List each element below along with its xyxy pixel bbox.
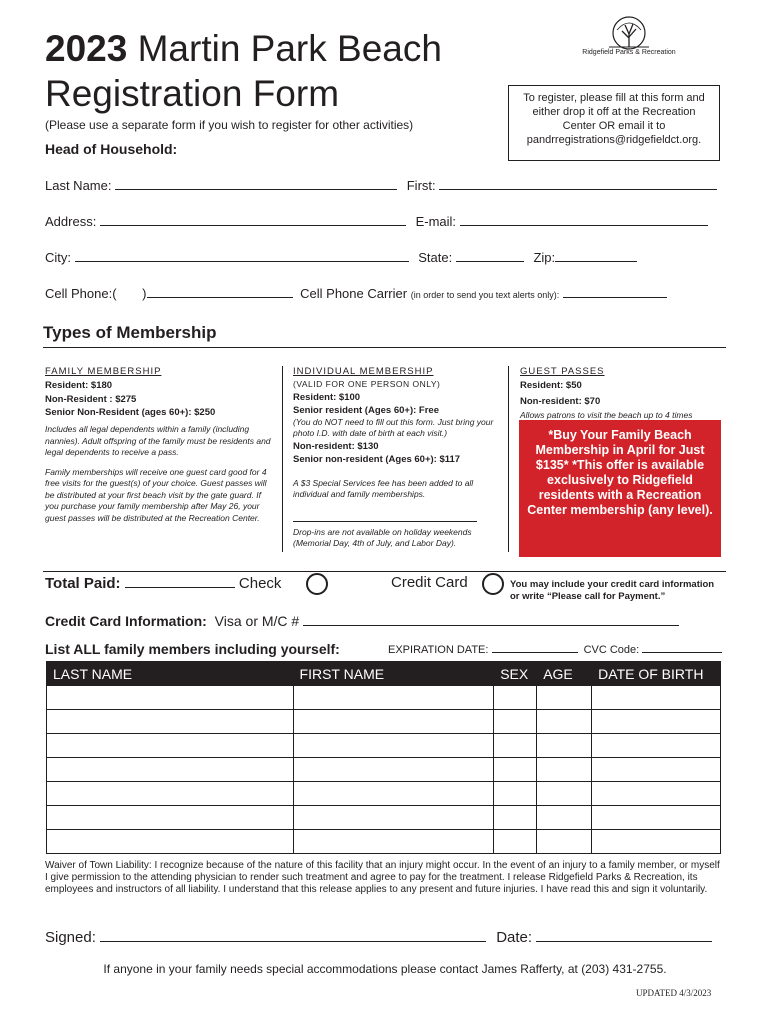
expiration-label: EXPIRATION DATE: — [388, 644, 489, 656]
guest-nonresident-price: Non-resident: $70 — [520, 396, 601, 407]
guest-heading: GUEST PASSES — [520, 366, 605, 377]
cell-phone-field[interactable] — [147, 286, 293, 298]
sex-cell[interactable] — [494, 758, 537, 782]
check-radio[interactable] — [306, 573, 328, 595]
family-note-guests: Family memberships will receive one guest card good for 4 free visits for the guest(s) of your choice. Guest passes will be distributed at your first beach visit by the gate guard. If you purchase your family membership after May 26, your guest passes will be distributed at the Recreation Center. — [45, 466, 267, 523]
first-name-cell[interactable] — [293, 686, 494, 710]
last-name-cell[interactable] — [47, 734, 294, 758]
logo-text: Ridgefield Parks & Recreation — [582, 49, 676, 56]
address-row — [45, 214, 708, 229]
age-cell[interactable] — [537, 806, 592, 830]
promo-box: *Buy Your Family Beach Membership in April for Just $135* *This offer is available exclusively to Ridgefield residents with a Recreation Center membership (any level). — [519, 420, 721, 557]
age-cell[interactable] — [537, 734, 592, 758]
subtitle: (Please use a separate form if you wish to register for other activities) — [45, 118, 414, 132]
dropin-note: Drop-ins are not available on holiday weekends (Memorial Day, 4th of July, and Labor Day). — [293, 526, 472, 548]
cvc-label: CVC Code: — [583, 644, 640, 656]
dropin-divider — [293, 521, 477, 522]
name-row — [45, 178, 717, 193]
cell-carrier-label: Cell Phone Carrier — [300, 286, 408, 301]
last-name-cell[interactable] — [47, 686, 294, 710]
signature-row — [45, 928, 712, 946]
family-nonresident-price: Non-Resident : $275 — [45, 394, 137, 405]
sex-cell[interactable] — [494, 806, 537, 830]
first-name-cell[interactable] — [293, 806, 494, 830]
family-heading: FAMILY MEMBERSHIP — [45, 366, 162, 377]
dob-cell[interactable] — [592, 782, 721, 806]
waiver-text: Waiver of Town Liability: I recognize because of the nature of this facility that an injury might occur. In the event of an injury to a family member, or myself I give permission to the attending physician to render such treatment and agree to pay for the treatment. I release Ridgefield Parks & Recreation, its employees and instructors of all liability. I understand that this release applies to any present and future injuries. I have read this and sign it voluntarily. — [45, 860, 720, 895]
individual-valid-note: (VALID FOR ONE PERSON ONLY) — [293, 379, 441, 389]
column-divider — [282, 366, 283, 552]
header-sex: SEX — [494, 662, 537, 686]
guest-note: Allows patrons to visit the beach up to 4 times — [520, 410, 693, 420]
table-row — [47, 710, 721, 734]
guest-resident-price: Resident: $50 — [520, 380, 582, 391]
individual-nonresident-price: Non-resident: $130 — [293, 440, 379, 452]
age-cell[interactable] — [537, 782, 592, 806]
table-row — [47, 806, 721, 830]
expiration-row — [388, 643, 722, 656]
header-last-name: LAST NAME — [47, 662, 294, 686]
cvc-field[interactable] — [642, 643, 722, 653]
last-name-cell[interactable] — [47, 806, 294, 830]
individual-senior-nonresident-price: Senior non-resident (Ages 60+): $117 — [293, 453, 461, 465]
section-divider — [43, 347, 726, 348]
city-row — [45, 250, 637, 265]
dob-cell[interactable] — [592, 830, 721, 854]
last-name-cell[interactable] — [47, 830, 294, 854]
table-row — [47, 734, 721, 758]
email-label: E-mail: — [415, 214, 457, 229]
title-line1: Martin Park Beach — [137, 28, 442, 69]
title-line2: Registration Form — [45, 73, 340, 114]
updated-date: UPDATED 4/3/2023 — [636, 988, 712, 998]
age-cell[interactable] — [537, 830, 592, 854]
sex-cell[interactable] — [494, 782, 537, 806]
title-year: 2023 — [45, 28, 128, 69]
total-paid-row — [45, 574, 281, 592]
family-note-dependents: Includes all legal dependents within a family (including nannies). Adult offspring of the family must be residents and legal dependents to receive a pass. — [45, 424, 271, 457]
city-label: City: — [45, 250, 71, 265]
registration-instructions: To register, please fill at this form and either drop it off at the Recreation Center OR email it to pandrregistrations@ridgefieldct.org. — [508, 85, 720, 161]
table-row — [47, 782, 721, 806]
family-senior-price: Senior Non-Resident (ages 60+): $250 — [45, 407, 216, 418]
first-name-cell[interactable] — [293, 782, 494, 806]
signature-field[interactable] — [100, 928, 486, 942]
sex-cell[interactable] — [494, 686, 537, 710]
first-name-field[interactable] — [439, 178, 717, 190]
first-name-cell[interactable] — [293, 758, 494, 782]
state-label: State: — [418, 250, 453, 265]
payment-divider — [43, 571, 726, 572]
signed-label: Signed: — [45, 929, 96, 946]
city-field[interactable] — [75, 250, 409, 262]
credit-card-radio[interactable] — [482, 573, 504, 595]
head-of-household-label: Head of Household: — [45, 141, 178, 157]
accommodations-note: If anyone in your family needs special accommodations please contact James Rafferty, at (203) 431-2755. — [103, 962, 667, 976]
guest-passes — [520, 366, 725, 422]
individual-note-id: (You do NOT need to fill out this form. Just bring your photo I.D. with date of birth at each visit.) — [293, 416, 494, 438]
column-divider — [508, 366, 509, 552]
page-title — [45, 26, 442, 116]
date-label: Date: — [496, 929, 533, 946]
first-name-cell[interactable] — [293, 830, 494, 854]
address-label: Address: — [45, 214, 97, 229]
cell-carrier-note: (in order to send you text alerts only): — [410, 290, 560, 300]
last-name-cell[interactable] — [47, 782, 294, 806]
last-name-cell[interactable] — [47, 710, 294, 734]
special-services-fee-note: A $3 Special Services fee has been added to all individual and family memberships. — [293, 477, 474, 499]
zip-label: Zip: — [533, 250, 556, 265]
last-name-field[interactable] — [115, 178, 397, 190]
dob-cell[interactable] — [592, 710, 721, 734]
sex-cell[interactable] — [494, 830, 537, 854]
address-field[interactable] — [100, 214, 406, 226]
age-cell[interactable] — [537, 758, 592, 782]
card-number-field[interactable] — [303, 614, 679, 626]
individual-senior-resident-price: Senior resident (Ages 60+): Free — [293, 404, 439, 416]
cell-phone-label: Cell Phone:( — [45, 286, 117, 301]
family-resident-price: Resident: $180 — [45, 380, 113, 391]
parks-recreation-logo — [573, 16, 685, 62]
age-cell[interactable] — [537, 710, 592, 734]
cell-phone-close: ) — [142, 286, 147, 301]
date-field[interactable] — [536, 928, 712, 942]
cell-carrier-field[interactable] — [563, 286, 667, 298]
individual-heading: INDIVIDUAL MEMBERSHIP — [293, 366, 434, 377]
dob-cell[interactable] — [592, 806, 721, 830]
list-members-label: List ALL family members including yourself: — [45, 641, 340, 657]
header-age: AGE — [537, 662, 592, 686]
total-paid-field[interactable] — [125, 574, 235, 588]
visa-label: Visa or M/C # — [214, 613, 300, 629]
email-field[interactable] — [460, 214, 708, 226]
credit-card-label: Credit Card — [391, 574, 468, 591]
sex-cell[interactable] — [494, 734, 537, 758]
cc-info-label: Credit Card Information: — [45, 613, 207, 629]
tree-icon — [573, 16, 685, 50]
first-name-cell[interactable] — [293, 710, 494, 734]
cc-note: You may include your credit card information or write “Please call for Payment.” — [510, 579, 715, 602]
family-membership — [45, 366, 273, 524]
cc-info-row — [45, 613, 679, 629]
sex-cell[interactable] — [494, 710, 537, 734]
first-name-cell[interactable] — [293, 734, 494, 758]
header-first-name: FIRST NAME — [293, 662, 494, 686]
last-name-label: Last Name: — [45, 178, 112, 193]
table-row — [47, 830, 721, 854]
expiration-field[interactable] — [492, 643, 578, 653]
dob-cell[interactable] — [592, 758, 721, 782]
dob-cell[interactable] — [592, 734, 721, 758]
table-header-row — [47, 662, 721, 686]
last-name-cell[interactable] — [47, 758, 294, 782]
cell-row — [45, 286, 667, 301]
state-field[interactable] — [456, 250, 524, 262]
first-name-label: First: — [406, 178, 436, 193]
header-date-of-birth: DATE OF BIRTH — [592, 662, 721, 686]
table-row — [47, 686, 721, 710]
dob-cell[interactable] — [592, 686, 721, 710]
individual-resident-price: Resident: $100 — [293, 391, 361, 403]
family-members-table — [46, 661, 721, 854]
total-paid-label: Total Paid: — [45, 575, 121, 592]
zip-field[interactable] — [555, 250, 637, 262]
check-label: Check — [238, 575, 282, 592]
age-cell[interactable] — [537, 686, 592, 710]
table-row — [47, 758, 721, 782]
membership-section-title: Types of Membership — [43, 323, 217, 342]
individual-membership — [293, 366, 498, 550]
